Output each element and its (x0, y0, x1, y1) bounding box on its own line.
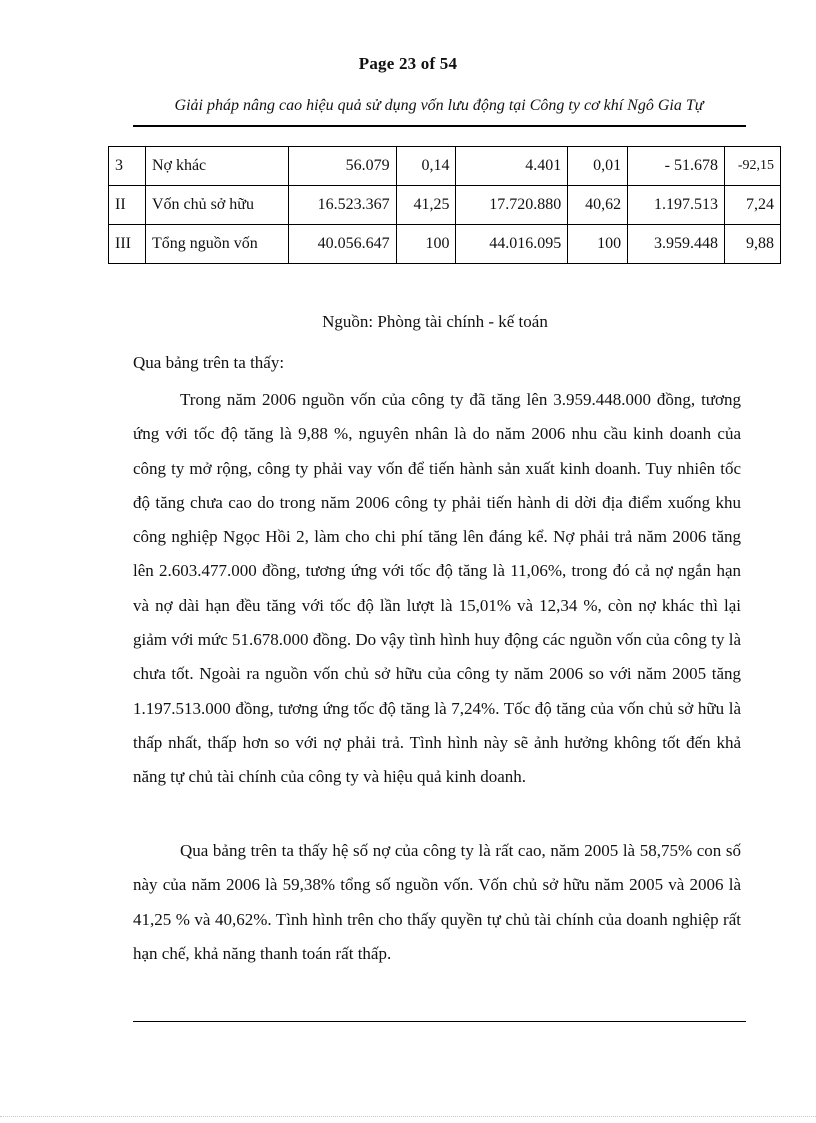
table-cell: 0,14 (396, 147, 456, 186)
intro-text: Qua bảng trên ta thấy: (133, 353, 285, 372)
table-cell: 100 (396, 225, 456, 264)
table-cell: Nợ khác (145, 147, 288, 186)
table-cell: 1.197.513 (628, 186, 725, 225)
table-cell: II (109, 186, 146, 225)
page-edge (0, 1116, 816, 1117)
table-cell: 4.401 (456, 147, 568, 186)
table-cell: 0,01 (568, 147, 628, 186)
table-source: Nguồn: Phòng tài chính - kế toán (322, 312, 548, 331)
table-cell: 17.720.880 (456, 186, 568, 225)
table-cell: 100 (568, 225, 628, 264)
table-cell: 40.056.647 (288, 225, 396, 264)
table-cell: 3.959.448 (628, 225, 725, 264)
table-cell: 7,24 (725, 186, 781, 225)
capital-source-table (108, 146, 781, 264)
table-cell: 9,88 (725, 225, 781, 264)
body-paragraph: Trong năm 2006 nguồn vốn của công ty đã tăng lên 3.959.448.000 đồng, tương ứng với tốc độ tăng là 9,88 %, nguyên nhân là do năm 2006 nhu cầu kinh doanh của công ty mở rộng, công ty phải vay vốn để tiến hành sản xuất kinh doanh. Tuy nhiên tốc độ tăng chưa cao do trong năm 2006 công ty phải tiến hành di dời địa điểm xuống khu công nghiệp Ngọc Hồi 2, làm cho chi phí tăng lên đáng kể. Nợ phải trả năm 2006 tăng lên 2.603.477.000 đồng, tương ứng với tốc độ tăng là 11,06%, trong đó cả nợ ngắn hạn và nợ dài hạn đều tăng với tốc độ lần lượt là 15,01% và 12,34 %, còn nợ khác thì lại giảm với mức 51.678.000 đồng. Do vậy tình hình huy động các nguồn vốn của công ty là chưa tốt. Ngoài ra nguồn vốn chủ sở hữu của công ty năm 2006 so với năm 2005 tăng 1.197.513.000 đồng, tương ứng tốc độ tăng là 7,24%. Tốc độ tăng của vốn chủ sở hữu là thấp nhất, thấp hơn so với nợ phải trả. Tình hình này sẽ ảnh hưởng không tốt đến khả năng tự chủ tài chính của công ty và hiệu quả kinh doanh. (133, 390, 741, 787)
table-cell: III (109, 225, 146, 264)
footer-divider (133, 1021, 746, 1022)
table-row (109, 147, 781, 186)
table-cell: 40,62 (568, 186, 628, 225)
table-cell: -92,15 (725, 147, 781, 186)
table-cell: 44.016.095 (456, 225, 568, 264)
page-number: Page 23 of 54 (358, 54, 458, 73)
table-cell: Tổng nguồn vốn (145, 225, 288, 264)
header-divider (133, 125, 746, 127)
table-cell: 3 (109, 147, 146, 186)
table-cell: 16.523.367 (288, 186, 396, 225)
running-title: Giải pháp nâng cao hiệu quả sử dụng vốn lưu động tại Công ty cơ khí Ngô Gia Tự (174, 97, 704, 114)
table-row (109, 186, 781, 225)
table-cell: 41,25 (396, 186, 456, 225)
table-row (109, 225, 781, 264)
table-cell: 56.079 (288, 147, 396, 186)
table-cell: Vốn chủ sở hữu (145, 186, 288, 225)
body-paragraph: Qua bảng trên ta thấy hệ số nợ của công ty là rất cao, năm 2005 là 58,75% con số này của năm 2006 là 59,38% tổng số nguồn vốn. Vốn chủ sở hữu năm 2005 và 2006 là 41,25 % và 40,62%. Tình hình trên cho thấy quyền tự chủ tài chính của doanh nghiệp rất hạn chế, khả năng thanh toán rất thấp. (133, 841, 741, 963)
table-cell: - 51.678 (628, 147, 725, 186)
